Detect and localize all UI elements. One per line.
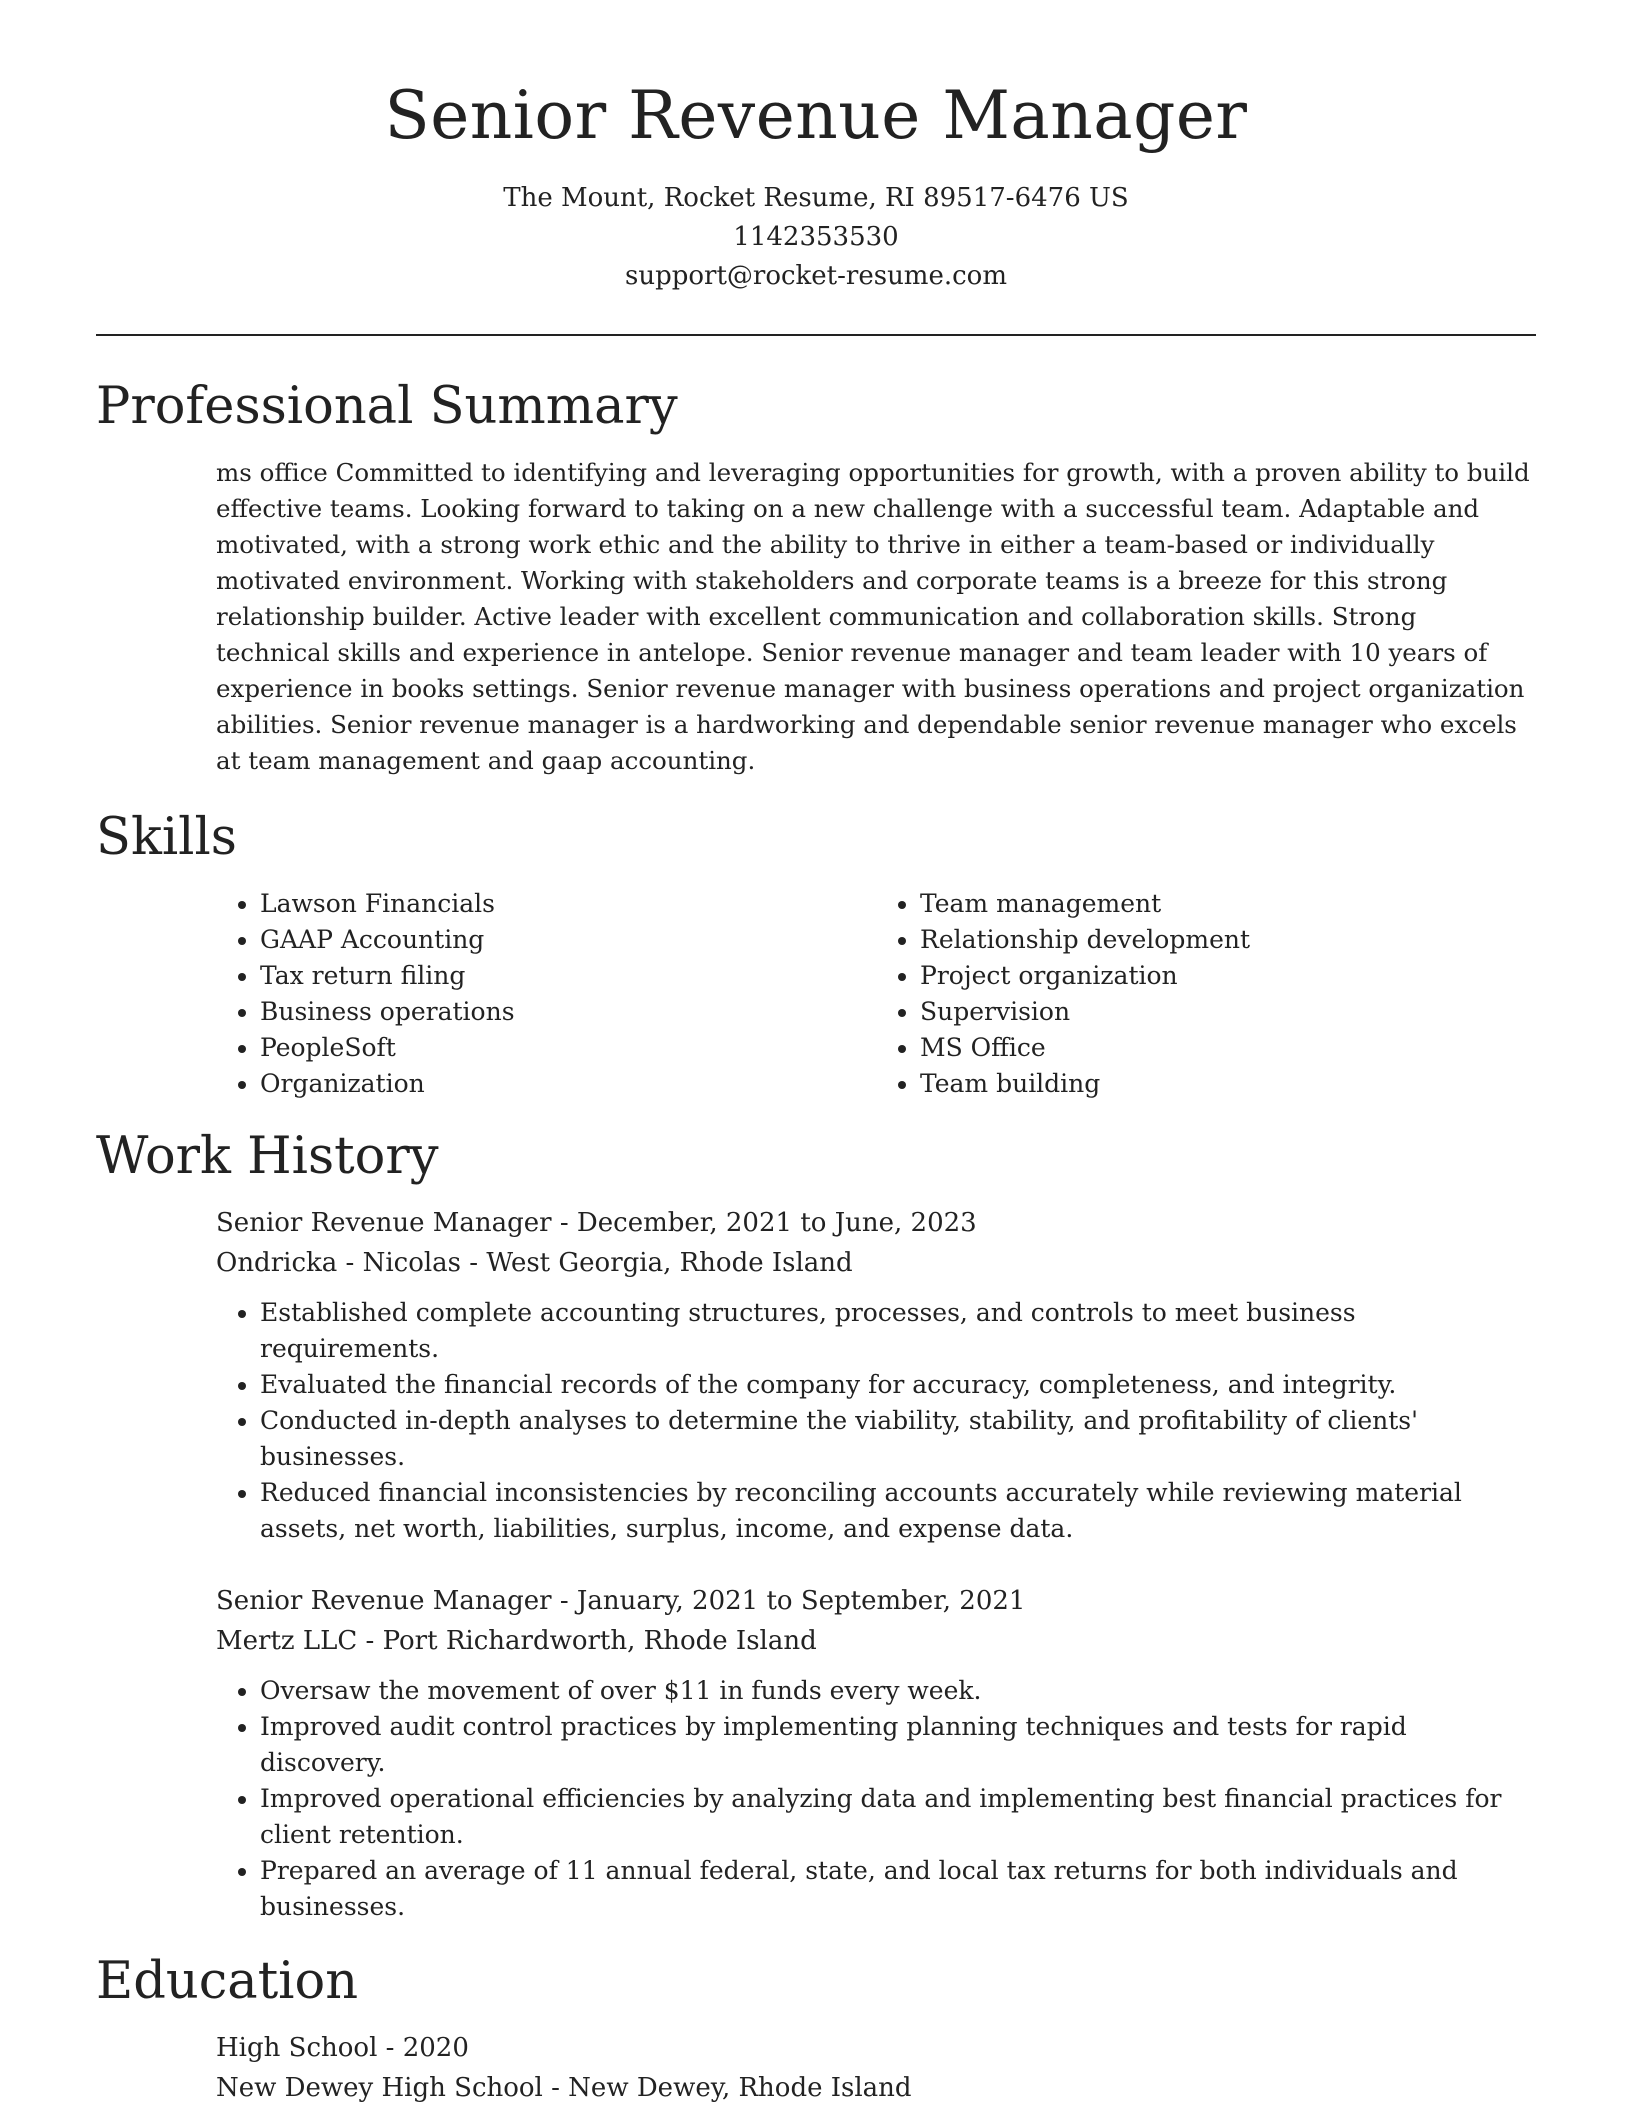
work-history-title: Work History (96, 1126, 439, 1186)
skill-item: • Organization (260, 1066, 876, 1102)
contact-email: support@rocket-resume.com (624, 260, 1007, 291)
job-entry (216, 1581, 1536, 1925)
skill-item: • Team management (920, 886, 1536, 922)
job-title-line: Senior Revenue Manager - December, 2021 to June, 2023 (216, 1208, 977, 1239)
contact-block (96, 179, 1536, 296)
education-degree-line: High School - 2020 (216, 2033, 469, 2064)
job-title-line: Senior Revenue Manager - January, 2021 to September, 2021 (216, 1586, 1026, 1617)
education-school-line: New Dewey High School - New Dewey, Rhode Island (216, 2073, 912, 2104)
job-bullet: • Improved operational efficiencies by analyzing data and implementing best financial practices for client retention. (260, 1781, 1536, 1853)
skills-title: Skills (96, 807, 237, 867)
job-bullet: • Improved audit control practices by implementing planning techniques and tests for rapid discovery. (260, 1709, 1536, 1781)
summary-section (96, 376, 1536, 779)
skill-item: • Relationship development (920, 922, 1536, 958)
skills-list-left (216, 886, 876, 1102)
skills-list-right (876, 886, 1536, 1102)
skill-item: • Project organization (920, 958, 1536, 994)
job-bullet: • Conducted in-depth analyses to determine the viability, stability, and profitability of clients' businesses. (260, 1403, 1536, 1475)
skill-item: • Team building (920, 1066, 1536, 1102)
skill-item: • PeopleSoft (260, 1030, 876, 1066)
skill-item: • Tax return filing (260, 958, 876, 994)
summary-text: ms office Committed to identifying and leveraging opportunities for growth, with a proven ability to build effective teams. Looking forward to taking on a new challenge with a successful team. Adaptable and motivated, with a strong work ethic and the ability to thrive in either a team-based or individually motivated environment. Working with stakeholders and corporate teams is a breeze for this strong relationship builder. Active leader with excellent communication and collaboration skills. Strong technical skills and experience in antelope. Senior revenue manager and team leader with 10 years of experience in books settings. Senior revenue manager with business operations and project organization abilities. Senior revenue manager is a hardworking and dependable senior revenue manager who excels at team management and gaap accounting. (216, 457, 1530, 775)
resume-header (96, 77, 1536, 296)
education-section (96, 1951, 1536, 2108)
skill-item: • GAAP Accounting (260, 922, 876, 958)
header-divider (96, 334, 1536, 336)
job-bullet: • Prepared an average of 11 annual federal, state, and local tax returns for both individuals and businesses. (260, 1853, 1536, 1925)
summary-title: Professional Summary (96, 376, 678, 436)
skill-item: • Business operations (260, 994, 876, 1030)
education-title: Education (96, 1952, 359, 2012)
job-bullets (216, 1673, 1536, 1925)
education-entry (216, 2028, 1536, 2108)
skills-section (96, 807, 1536, 1102)
skill-item: • Supervision (920, 994, 1536, 1030)
skills-grid (216, 886, 1536, 1102)
work-history-section (96, 1126, 1536, 1925)
contact-address: The Mount, Rocket Resume, RI 89517-6476 US (503, 182, 1129, 213)
job-bullet: • Oversaw the movement of over $11 in funds every week. (260, 1673, 1536, 1709)
job-entry (216, 1203, 1536, 1547)
job-bullets (216, 1295, 1536, 1547)
job-org-line: Ondricka - Nicolas - West Georgia, Rhode Island (216, 1248, 853, 1279)
job-bullet: • Established complete accounting structures, processes, and controls to meet business requirements. (260, 1295, 1536, 1367)
skill-item: • Lawson Financials (260, 886, 876, 922)
job-org-line: Mertz LLC - Port Richardworth, Rhode Island (216, 1626, 817, 1657)
contact-phone: 1142353530 (733, 221, 899, 252)
job-bullet: • Reduced financial inconsistencies by reconciling accounts accurately while reviewing material assets, net worth, liabilities, surplus, income, and expense data. (260, 1475, 1536, 1547)
job-bullet: • Evaluated the financial records of the company for accuracy, completeness, and integrity. (260, 1367, 1536, 1403)
resume-name: Senior Revenue Manager (384, 77, 1248, 154)
skill-item: • MS Office (920, 1030, 1536, 1066)
